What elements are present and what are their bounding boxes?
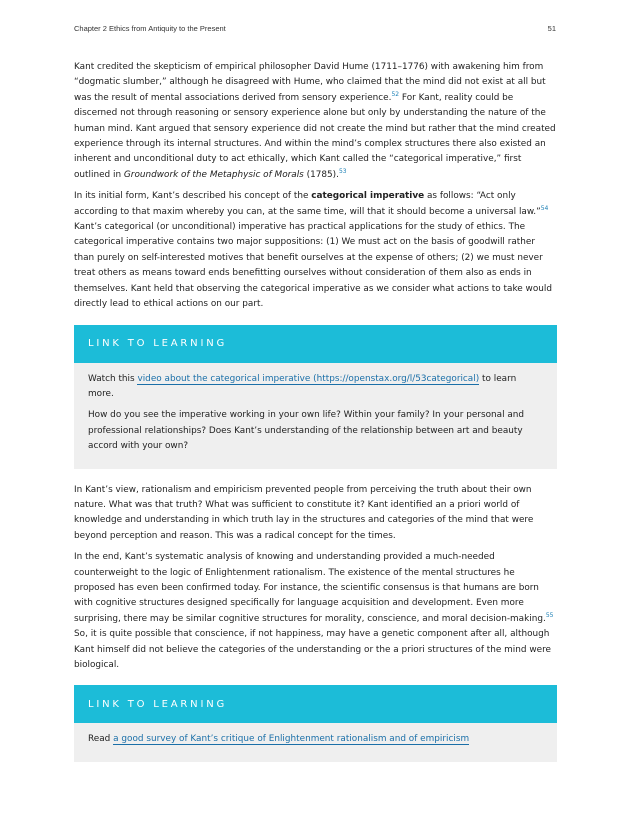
callout-text: to learn more. [88,373,517,399]
page-number: 51 [547,24,556,33]
footnote-ref-52[interactable]: 52 [391,90,400,98]
paragraph-text: as follows: “Act only according to that maxim whereby you can, at the same time, will that it should become a universal law.” [74,191,541,217]
callout-header [74,325,557,363]
paragraph-text: So, it is quite possible that conscience, if not happiness, may have a genetic component after all, although Kant himself did not believe the categories of the understanding or the a priori structures of the mind were biological. [74,629,551,670]
callout-title: LINK TO LEARNING [88,698,228,710]
main-content [74,60,557,776]
chapter-title: Chapter 2 Ethics from Antiquity to the Present [74,24,226,33]
paragraph-text: In its initial form, Kant’s described his concept of the [74,191,312,202]
link-to-learning-box-2 [74,685,557,761]
book-title: Groundwork of the Metaphysic of Morals [123,169,304,180]
callout-text: Read [88,734,114,745]
video-link[interactable]: video about the categorical imperative (https://openstax.org/l/53categorical) [137,373,480,384]
paragraph-text: Kant’s categorical (or unconditional) imperative has practical applications for the study of ethics. The categorical imperative contains two major suppositions: (1) We must act on the basis of goodwill rather than purely on self-interested motives that benefit ourselves at the expense of others; (2) we must never treat others as means toward ends benefitting ourselves without consideration of them also as ends in themselves. Kant held that observing the categorical imperative as we consider what actions to take would directly lead to ethical actions on our part. [74,222,552,310]
callout-title: LINK TO LEARNING [88,338,228,349]
paragraph-text: (1785). [303,169,339,180]
paragraph-text: For Kant, reality could be discerned not through reasoning or sensory experience alone but only by understanding the nature of the human mind. Kant argued that sensory experience did not create the mind but rather that the mind created experience through its internal structures. And within the mind’s complex structures there also existed an inherent and unconditional duty to act ethically, which Kant called the “categorical imperative,” first outlined in [74,92,556,180]
callout-body [74,723,557,761]
survey-link[interactable]: a good survey of Kant’s critique of Enlightenment rationalism and of empiricism [113,734,470,745]
running-header [74,24,556,33]
callout-body [74,363,557,469]
paragraph-text: Kant credited the skepticism of empirical philosopher David Hume (1711–1776) with awakening him from “dogmatic slumber,” although he disagreed with Hume, who claimed that the mind did not exist at all but was the result of mental associations derived from sensory experience. [74,62,546,103]
callout-paragraph [88,372,543,403]
footnote-ref-53[interactable]: 53 [338,167,347,175]
paragraph-hume [74,60,557,183]
paragraph-conclusion [74,550,557,673]
footnote-ref-54[interactable]: 54 [540,204,549,212]
paragraph-text: In the end, Kant’s systematic analysis of knowing and understanding provided a much-needed counterweight to the logic of Enlightenment rationalism. The existence of the mental structures he proposed has even been confirmed today. For instance, the scientific consensus is that humans are born with cognitive structures designed specifically for language acquisition and development. Even more surprising, there may be similar cognitive structures for morality, conscience, and moral decision-making. [74,552,546,624]
callout-question: How do you see the imperative working in your own life? Within your family? In your personal and professional relationships? Does Kant’s understanding of the relationship between art and beauty accord with your own? [88,410,525,452]
callout-paragraph [88,732,543,747]
paragraph-kant-view: In Kant’s view, rationalism and empiricism prevented people from perceiving the truth about their own nature. What was that truth? What was sufficient to constitute it? Kant identified an a priori world of knowledge and understanding in which truth lay in the structures and categories of the mind that were beyond perception and reason. This was a radical concept for the times. [74,484,534,541]
link-to-learning-box [74,325,557,469]
callout-text: Watch this [88,373,138,384]
callout-header [74,685,557,723]
key-term: categorical imperative [311,191,425,202]
footnote-ref-55[interactable]: 55 [545,611,554,619]
paragraph-categorical-imperative [74,189,557,312]
